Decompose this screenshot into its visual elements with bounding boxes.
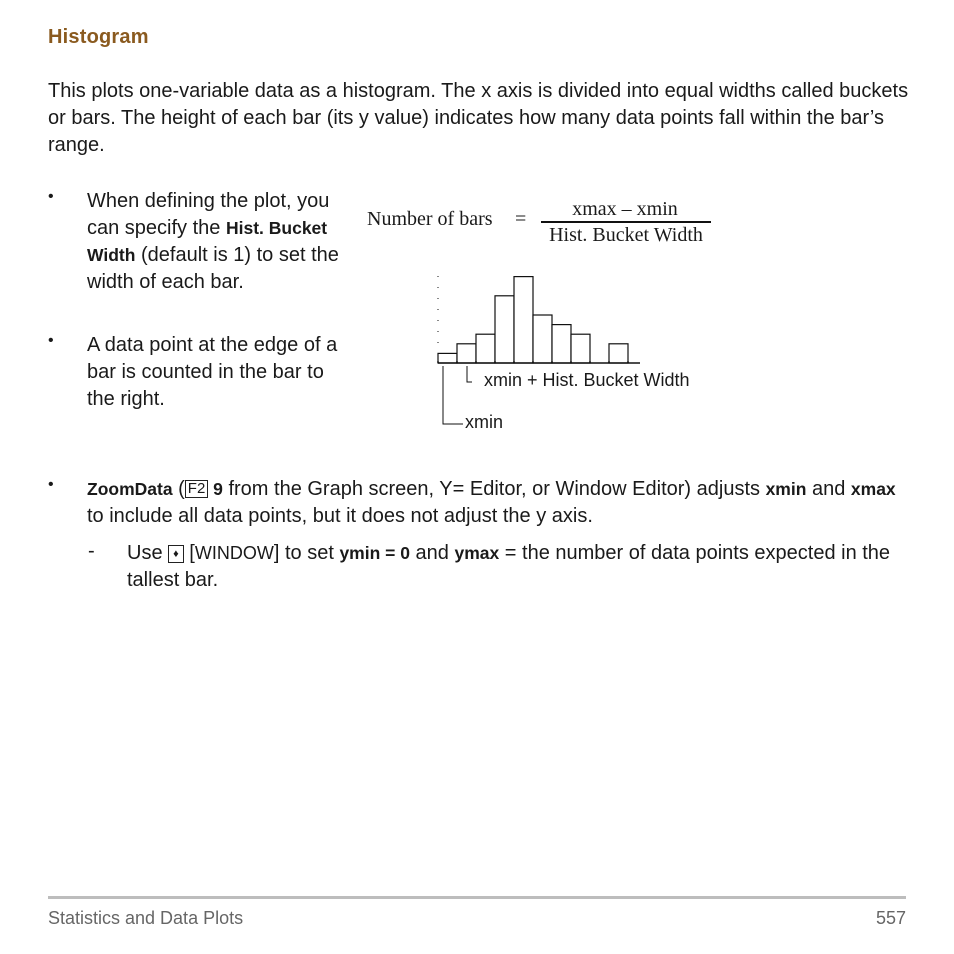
bullet-text: to include all data points, but it does not adjust the y axis. — [87, 505, 593, 527]
footer-rule — [48, 896, 906, 899]
footer-section-title: Statistics and Data Plots — [48, 908, 244, 928]
bullet-text: and — [806, 478, 851, 500]
section-heading: Histogram — [48, 26, 149, 48]
xmin-leader — [443, 366, 463, 424]
histogram-bar — [552, 325, 571, 363]
bullet-text: = the number of data points expected in the tallest bar. — [127, 542, 891, 591]
x-tick-mark — [437, 361, 439, 363]
x-tick-mark — [513, 361, 515, 363]
x-tick-mark — [532, 361, 534, 363]
x-tick-mark — [551, 361, 553, 363]
histogram-bar — [533, 315, 552, 363]
window-key-label: WINDOW — [194, 543, 274, 563]
diamond-key-icon: ♦ — [168, 545, 184, 563]
keyword-ymax: ymax — [454, 543, 500, 563]
keyword-zoomdata: ZoomData — [87, 479, 173, 499]
x-tick-mark — [608, 361, 610, 363]
histogram-bar — [495, 296, 514, 363]
fraction-bar — [541, 221, 711, 223]
histogram-bar — [571, 334, 590, 363]
label-xmin: xmin — [465, 412, 504, 432]
keyword-xmin: xmin — [765, 479, 807, 499]
histogram-bar — [609, 344, 628, 363]
keyword-xmax: xmax — [850, 479, 896, 499]
histogram-bar — [514, 277, 533, 363]
x-tick-mark — [589, 361, 591, 363]
bullet-marker: • — [48, 332, 54, 349]
footer-page-number: 557 — [875, 908, 906, 928]
keyword-9: 9 — [208, 479, 223, 499]
keyword-ymin: ymin = 0 — [339, 543, 410, 563]
sub-bullet-window: Use ♦ [WINDOW] to set ymin = 0 and ymax = the number of data points expected in the tallest bar. — [127, 542, 891, 591]
bullet-hist-bucket-width — [87, 188, 349, 296]
f2-key-icon: F2 — [185, 480, 209, 498]
formula-equals: = — [515, 208, 527, 230]
histogram-bar — [457, 344, 476, 363]
bucket-width-leader — [467, 366, 472, 382]
histogram-bars — [438, 277, 628, 363]
x-tick-mark — [494, 361, 496, 363]
sub-bullet-marker: - — [88, 540, 95, 562]
formula-denominator: Hist. Bucket Width — [549, 224, 703, 246]
label-xmin-plus-width: xmin + Hist. Bucket Width — [484, 370, 690, 390]
histogram-bar — [438, 353, 457, 363]
histogram-bar — [476, 334, 495, 363]
bullet-marker: • — [48, 188, 54, 205]
bullet-text: and — [409, 542, 455, 564]
x-tick-mark — [456, 361, 458, 363]
bullet-marker: • — [48, 476, 54, 493]
x-tick-mark — [570, 361, 572, 363]
x-tick-mark — [475, 361, 477, 363]
bullet-text: to set — [279, 542, 340, 564]
bullet-text: ( — [172, 478, 185, 500]
bullet-edge-point: A data point at the edge of a bar is counted in the bar to the right. — [87, 334, 338, 410]
bullet-zoomdata — [87, 476, 907, 530]
keyword-hist-bucket-width: Hist. Bucket Width — [87, 218, 328, 265]
bullet-text: from the Graph screen, Y= Editor, or Window Editor) adjusts — [222, 478, 766, 500]
bullet-text: Use — [127, 542, 169, 564]
intro-paragraph: This plots one-variable data as a histogram. The x axis is divided into equal widths called buckets or bars. The height of each bar (its y value) indicates how many data points fall within the bar’s range. — [48, 80, 909, 156]
formula-lhs: Number of bars — [367, 208, 493, 230]
formula-numerator: xmax – xmin — [572, 198, 678, 220]
x-tick-mark — [627, 361, 629, 363]
bullet-text: When defining the plot, you can specify the — [87, 190, 330, 239]
bullet-text: (default is 1) to set the width of each bar. — [87, 244, 339, 293]
